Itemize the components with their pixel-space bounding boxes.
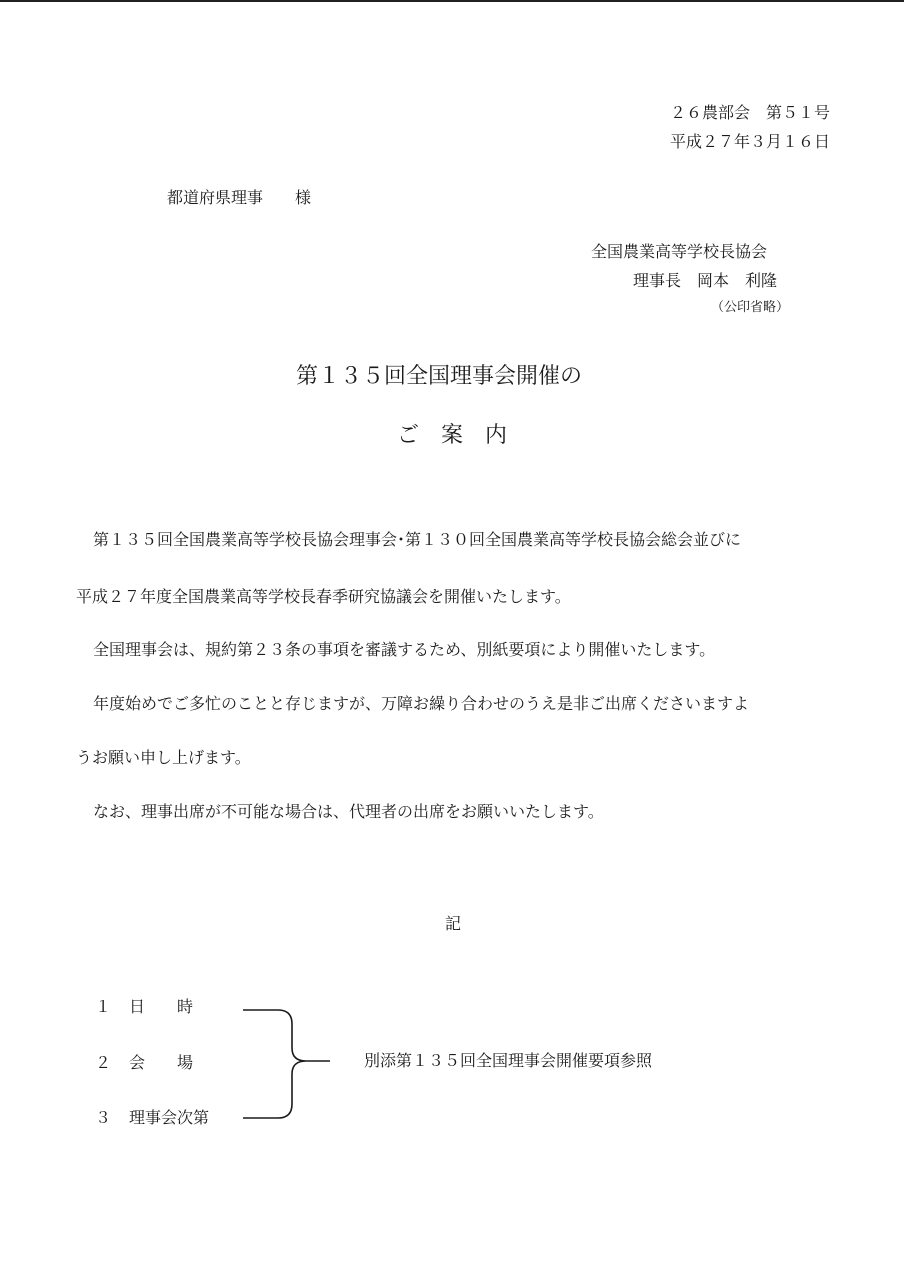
- page-top-border: [0, 0, 904, 2]
- document-date: 平成２７年３月１６日: [669, 132, 830, 151]
- item-1-number: １: [95, 997, 112, 1016]
- item-2-number: ２: [95, 1053, 112, 1072]
- reference-note: 別添第１３５回全国理事会開催要項参照: [364, 1051, 653, 1070]
- title-line-1: 第１３５回全国理事会開催の: [296, 364, 583, 389]
- sender-organization: 全国農業高等学校長協会: [591, 242, 768, 261]
- item-2-label: 会 場: [129, 1053, 194, 1072]
- sender-representative: 理事長 岡本 利隆: [633, 271, 778, 290]
- item-3-number: ３: [95, 1108, 112, 1127]
- item-1-label: 日 時: [129, 997, 194, 1016]
- seal-note: （公印省略）: [711, 300, 790, 315]
- paragraph-3-line-1: 年度始めでご多忙のことと存じますが、万障お繰り合わせのうえ是非ご出席くださいますよ: [93, 694, 750, 713]
- paragraph-1-line-2: 平成２７年度全国農業高等学校長春季研究協議会を開催いたします。: [76, 587, 571, 606]
- curly-brace-graphic: [240, 1000, 350, 1130]
- item-3-label: 理事会次第: [129, 1108, 210, 1127]
- ki-heading: 記: [445, 914, 462, 933]
- title-line-2: ご 案 内: [397, 423, 508, 448]
- paragraph-1-line-1: 第１３５回全国農業高等学校長協会理事会･第１３０回全国農業高等学校長協会総会並びに: [93, 530, 742, 549]
- addressee: 都道府県理事 様: [167, 188, 312, 207]
- paragraph-3-line-2: うお願い申し上げます。: [76, 748, 251, 767]
- paragraph-4: なお、理事出席が不可能な場合は、代理者の出席をお願いいたします。: [93, 802, 604, 821]
- paragraph-2: 全国理事会は、規約第２３条の事項を審議するため、別紙要項により開催いたします。: [93, 640, 716, 659]
- document-number: ２６農部会 第５１号: [669, 103, 830, 122]
